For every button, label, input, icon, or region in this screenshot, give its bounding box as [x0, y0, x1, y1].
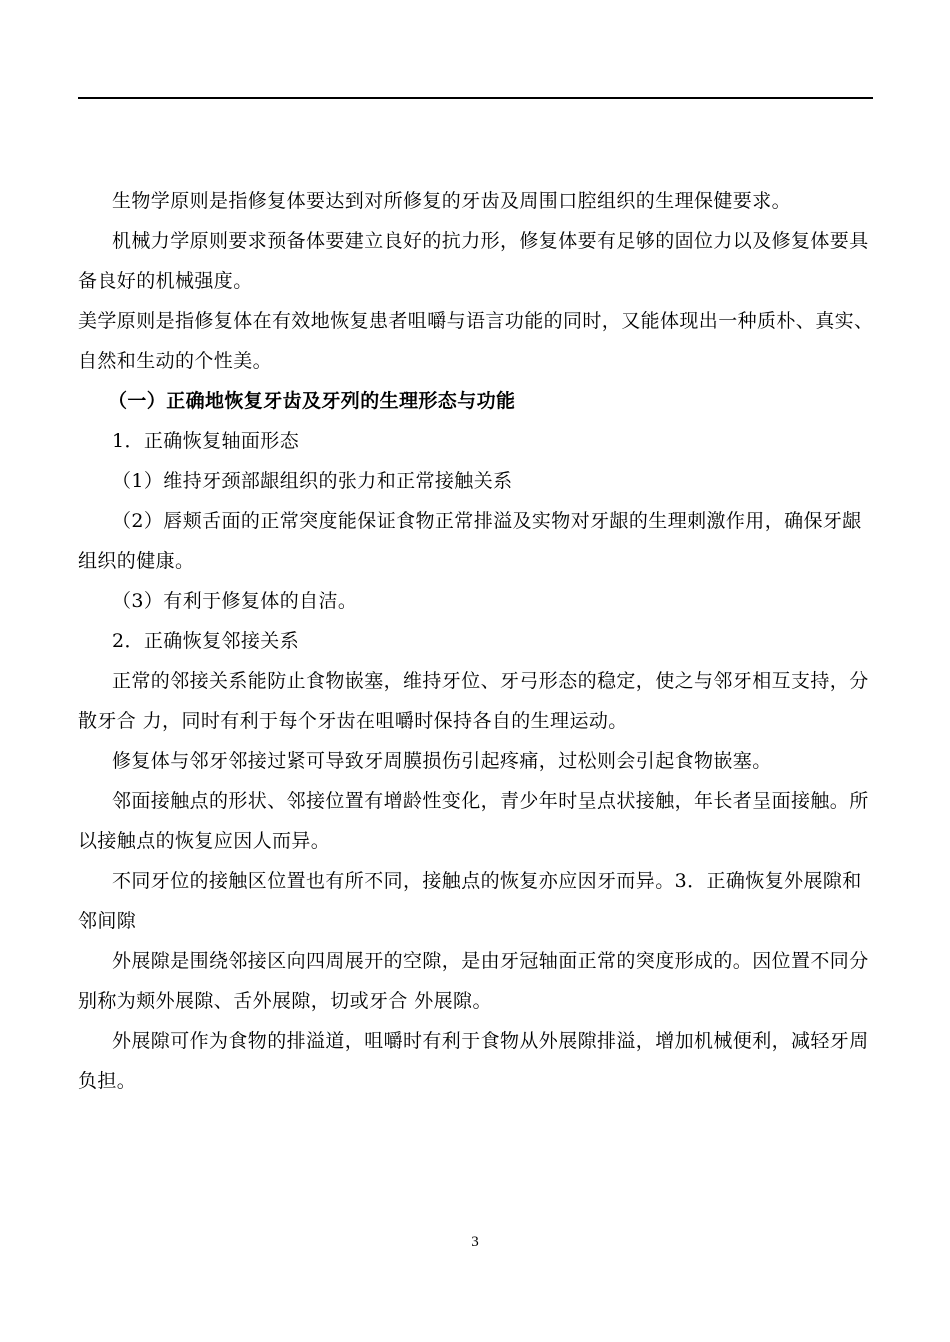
paragraph-embrasure-function: 外展隙可作为食物的排溢道，咀嚼时有利于食物从外展隙排溢，增加机械便利，减轻牙周负担。	[78, 1030, 869, 1092]
paragraph-embrasure-definition: 外展隙是围绕邻接区向四周展开的空隙，是由牙冠轴面正常的突度形成的。因位置不同分别称为颊外展隙、舌外展隙，切或牙合 外展隙。	[78, 950, 869, 1012]
section-heading: （一）正确地恢复牙齿及牙列的生理形态与功能	[108, 390, 516, 412]
document-body	[78, 181, 878, 1101]
page-number: 3	[471, 1234, 479, 1250]
item-proximal-contact: 2．正确恢复邻接关系	[112, 630, 300, 652]
item-axial-form: 1．正确恢复轴面形态	[112, 430, 300, 452]
item-self-cleaning: （3）有利于修复体的自洁。	[112, 590, 358, 612]
paragraph-contact-age-change: 邻面接触点的形状、邻接位置有增龄性变化，青少年时呈点状接触，年长者呈面接触。所以接触点的恢复应因人而异。	[78, 790, 869, 852]
item-gingival-tension: （1）维持牙颈部龈组织的张力和正常接触关系	[112, 470, 513, 492]
header-rule	[78, 97, 873, 99]
paragraph-mechanics-principle: 机械力学原则要求预备体要建立良好的抗力形，修复体要有足够的固位力以及修复体要具备良好的机械强度。	[78, 230, 869, 292]
paragraph-biology-principle: 生物学原则是指修复体要达到对所修复的牙齿及周围口腔组织的生理保健要求。	[112, 190, 792, 212]
item-surface-convexity: （2）唇颊舌面的正常突度能保证食物正常排溢及实物对牙龈的生理刺激作用，确保牙龈组织的健康。	[78, 510, 862, 572]
paragraph-contact-tightness: 修复体与邻牙邻接过紧可导致牙周膜损伤引起疼痛，过松则会引起食物嵌塞。	[112, 750, 772, 772]
paragraph-contact-by-tooth: 不同牙位的接触区位置也有所不同，接触点的恢复亦应因牙而异。3．正确恢复外展隙和邻间隙	[78, 870, 862, 932]
paragraph-normal-contact: 正常的邻接关系能防止食物嵌塞，维持牙位、牙弓形态的稳定，使之与邻牙相互支持，分散牙合 力，同时有利于每个牙齿在咀嚼时保持各自的生理运动。	[78, 670, 869, 732]
paragraph-aesthetics-principle: 美学原则是指修复体在有效地恢复患者咀嚼与语言功能的同时，又能体现出一种质朴、真实、自然和生动的个性美。	[78, 310, 874, 372]
